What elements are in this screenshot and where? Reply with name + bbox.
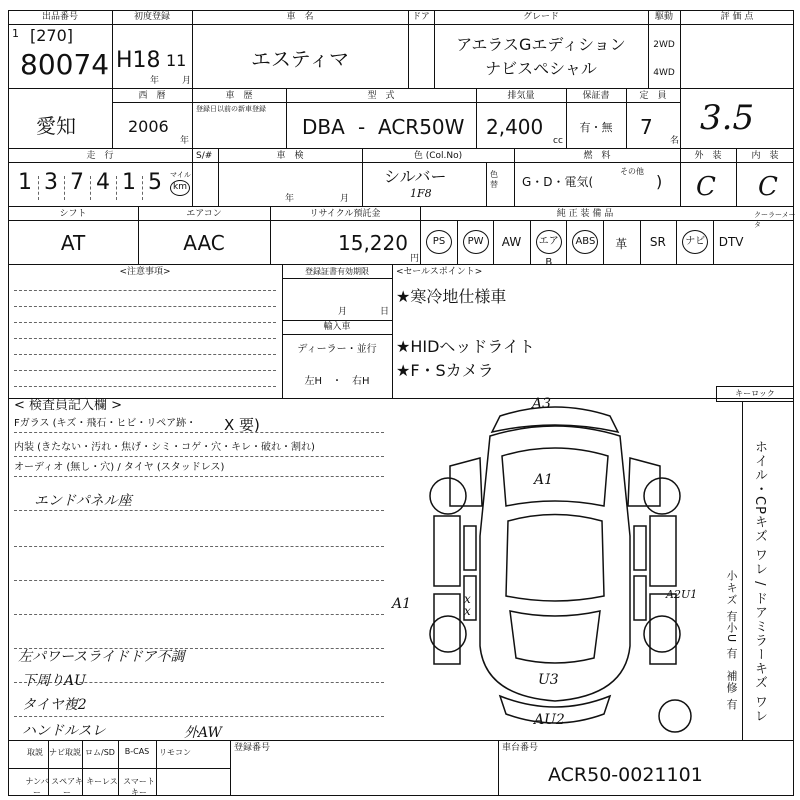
right-repair: 補修 有 xyxy=(725,670,738,711)
year: 2006 xyxy=(128,117,169,136)
recycle-label: リサイクル預託金 xyxy=(309,209,381,219)
damage-mark-a1-left: A1 xyxy=(392,596,412,612)
footer-item-top: ナビ取説 xyxy=(49,748,81,757)
damage-mark-au2: AU2 xyxy=(534,712,565,728)
displacement: 2,400 xyxy=(486,115,544,139)
damage-mark-u3: U3 xyxy=(538,672,559,688)
shaken-month: 月 xyxy=(340,194,350,204)
side-note: 外AW xyxy=(184,725,222,741)
handwritten-note-1: エンドパネル座 xyxy=(34,493,132,509)
inspection-sub: 登録日以前の新車登録 xyxy=(196,105,266,113)
warranty-label: 保証書 xyxy=(582,91,610,101)
chassis-number: ACR50-0021101 xyxy=(548,764,703,786)
equipment-item: ABS xyxy=(572,230,598,254)
lot-prefix: 1 xyxy=(12,27,19,40)
model-dash: - xyxy=(358,115,366,139)
model-code: DBA xyxy=(302,115,345,139)
expiry-month: 月 xyxy=(338,307,348,317)
inspection-line3: オーディオ (無し・穴) / タイヤ (スタッドレス) xyxy=(14,462,225,473)
car-name-label: 車 名 xyxy=(286,12,314,22)
color-change-label: 色替 xyxy=(490,170,498,189)
import-label: 輸入車 xyxy=(323,322,351,332)
drive-2wd: 2WD xyxy=(653,40,675,50)
grade-label: グレード xyxy=(522,12,559,22)
interior-grade: C xyxy=(758,172,778,202)
right-vertical-text: ホイル・CPキズ ワレ / ドアミラーキズ ワレ xyxy=(752,440,767,723)
reg-label: 登録番号 xyxy=(234,743,271,753)
equipment-item: DTV xyxy=(718,235,744,249)
fuel-options: G・D・電気( xyxy=(522,175,594,189)
color-label: 色 (Col.No) xyxy=(413,151,463,161)
footer-item-top: リモコン xyxy=(159,748,191,757)
mileage-digit: 5 xyxy=(148,170,162,195)
mileage-unit-top: マイル xyxy=(170,171,191,179)
equipment-item: ナビ xyxy=(682,230,708,254)
cooler-label: クーラーメータ xyxy=(754,211,796,229)
import-value: ディーラー・並行 xyxy=(297,344,377,355)
footer-item-bottom: キーレス xyxy=(86,777,118,786)
right-small-2: 小U 有 xyxy=(725,622,738,660)
handwritten-note-5: ハンドルスレ xyxy=(22,723,106,739)
mileage-label: 走 行 xyxy=(86,151,114,161)
mileage-digit: 3 xyxy=(44,170,58,195)
recycle-unit: 円 xyxy=(410,254,420,264)
year-suffix: 年 xyxy=(180,136,190,146)
footer-item-bottom: スマートキー xyxy=(123,777,155,797)
handwritten-note-2: 左パワースライドドア不調 xyxy=(18,649,185,665)
inspection-label: 車 歴 xyxy=(225,91,253,101)
shaken-year: 年 xyxy=(285,194,295,204)
expiry-label: 登録証書有効期限 xyxy=(305,267,369,276)
equipment-item: エアB xyxy=(536,230,562,254)
mileage-digit: 7 xyxy=(70,170,84,195)
chassis-label: 車台番号 xyxy=(502,743,539,753)
mileage-unit: km xyxy=(170,180,190,196)
expiry-day: 日 xyxy=(380,307,390,317)
sales-label: <セールスポイント> xyxy=(396,267,483,277)
sales-point-3: ★F・Sカメラ xyxy=(396,361,494,380)
handle-value: 左H ・ 右H xyxy=(304,376,370,387)
fuel-label: 燃 料 xyxy=(583,151,611,161)
lot-label: 出品番号 xyxy=(41,12,78,22)
year-label: 西 暦 xyxy=(138,91,166,101)
damage-mark-x2: x xyxy=(464,604,471,618)
footer-item-bottom: ナンバー xyxy=(25,777,49,797)
mileage-digit: 1 xyxy=(122,170,136,195)
drive-4wd: 4WD xyxy=(653,68,675,78)
first-reg-era: H18 xyxy=(116,48,161,73)
capacity-unit: 名 xyxy=(670,136,680,146)
damage-mark-x1: x xyxy=(464,592,471,606)
handwritten-note-3: 下周りAU xyxy=(22,673,86,689)
mileage-digit: 1 xyxy=(18,170,32,195)
equipment-item: 革 xyxy=(615,237,628,251)
displacement-unit: cc xyxy=(553,136,563,146)
equipment-item: AW xyxy=(501,235,522,249)
exterior-grade: C xyxy=(696,172,716,202)
footer-item-bottom: スペアキー xyxy=(51,777,83,797)
region: 愛知 xyxy=(36,114,76,138)
drive-label: 駆動 xyxy=(654,12,673,22)
eval-label: 評 価 点 xyxy=(720,12,754,22)
inspection-line1-mark: X 要) xyxy=(224,416,260,434)
capacity: 7 xyxy=(640,115,653,139)
right-small-1: 小キズ 有 xyxy=(725,570,738,623)
shaken-label: 車 検 xyxy=(276,151,304,161)
mileage-digit: 4 xyxy=(96,170,110,195)
year-unit: 年 xyxy=(150,76,160,86)
fuel-other: その他 xyxy=(620,167,644,176)
equipment-label: 純 正 装 備 品 xyxy=(556,209,614,219)
inspection-title: < 検査員記入欄 > xyxy=(14,398,123,413)
color: シルバー xyxy=(384,167,447,186)
capacity-label: 定 員 xyxy=(639,91,667,101)
shift: AT xyxy=(60,231,86,255)
fuel-close: ) xyxy=(656,172,663,191)
door-label: ドア xyxy=(412,12,430,22)
inspection-line2: 内装 (きたない・汚れ・焦げ・シミ・コゲ・穴・キレ・破れ・割れ) xyxy=(14,442,315,453)
displacement-label: 排気量 xyxy=(507,91,535,101)
keylock-label: キーロック xyxy=(735,389,775,398)
lot-number: 80074 xyxy=(20,48,110,81)
grade-line2: ナビスペシャル xyxy=(485,59,597,78)
damage-mark-a1-top: A1 xyxy=(534,472,554,488)
damage-mark-a3: A3 xyxy=(532,396,552,412)
recycle-fee: 15,220 xyxy=(338,231,408,255)
ac-label: エアコン xyxy=(186,209,222,219)
car-name: エスティマ xyxy=(251,47,349,71)
month-unit: 月 xyxy=(182,76,192,86)
model-type: ACR50W xyxy=(378,115,465,139)
grade-line1: アエラスGエディション xyxy=(456,35,626,54)
warranty-value: 有・無 xyxy=(579,121,613,134)
model-label: 型 式 xyxy=(367,91,395,101)
sales-point-1: ★寒冷地仕様車 xyxy=(396,287,507,306)
first-reg-month: 11 xyxy=(166,51,187,70)
shift-label: シフト xyxy=(59,209,87,219)
footer-item-top: 取説 xyxy=(27,748,43,757)
exterior-label: 外 装 xyxy=(694,151,722,161)
lot-code: [270] xyxy=(30,26,74,45)
inspection-line1: Fガラス (キズ・飛石・ヒビ・リペア跡・ xyxy=(14,418,197,429)
equipment-item: PS xyxy=(426,230,452,254)
damage-mark-a2u1: A2U1 xyxy=(666,588,698,601)
equipment-item: SR xyxy=(649,235,666,249)
footer-item-top: B-CAS xyxy=(124,747,150,756)
equipment-item: PW xyxy=(463,230,489,254)
sales-point-2: ★HIDヘッドライト xyxy=(396,337,535,356)
ac: AAC xyxy=(183,231,225,255)
sharp-label: S/# xyxy=(196,151,213,161)
eval-score: 3.5 xyxy=(700,98,755,138)
footer-item-top: ロム/SD xyxy=(85,748,115,757)
caution-label: <注意事項> xyxy=(119,267,171,277)
color-code: 1F8 xyxy=(410,187,432,200)
interior-label: 内 装 xyxy=(751,151,779,161)
handwritten-note-4: タイヤ複2 xyxy=(22,697,87,713)
first-reg-label: 初度登録 xyxy=(133,12,170,22)
